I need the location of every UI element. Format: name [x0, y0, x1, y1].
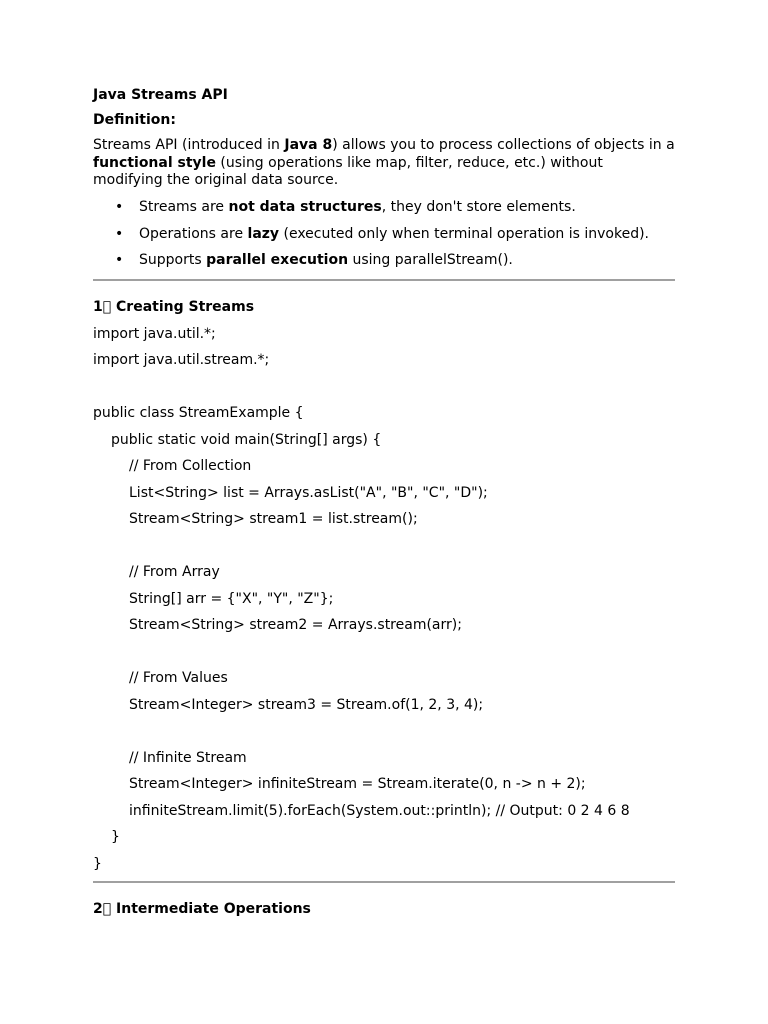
code-line: Stream<String> stream1 = list.stream(); — [129, 511, 418, 527]
code-blank-line — [93, 722, 675, 749]
intro-text-3: (using operations like map, filter, reduce, etc.) without modifying the original data source. — [93, 154, 603, 188]
bullet-item — [93, 251, 675, 269]
intro-bold-functional-style: functional style — [93, 154, 216, 171]
code-line: import java.util.*; — [93, 325, 216, 342]
feature-bullet-list — [93, 198, 675, 269]
code-line: } — [93, 855, 102, 872]
definition-label: Definition: — [93, 112, 176, 128]
bullet-text: Supports — [139, 252, 207, 268]
code-line: Stream<Integer> infiniteStream = Stream.iterate(0, n -> n + 2); — [129, 776, 586, 792]
intro-text-1: Streams API (introduced in — [93, 137, 285, 153]
code-line: } — [111, 829, 120, 845]
intro-bold-java8: Java 8 — [284, 137, 333, 153]
code-comment-line: // From Values — [129, 670, 228, 686]
bullet-bold: lazy — [247, 225, 280, 242]
code-block — [93, 325, 675, 882]
code-blank-line — [93, 537, 675, 564]
code-line: String[] arr = {"X", "Y", "Z"}; — [129, 590, 334, 607]
bullet-dot-icon: • — [115, 225, 124, 242]
bullet-text: , they don't store elements. — [381, 199, 576, 215]
intro-text-2: ) allows you to process collections of objects in a — [332, 137, 675, 153]
bullet-dot-icon: • — [115, 199, 124, 215]
section-heading-intermediate-operations: 2⃣ Intermediate Operations — [93, 901, 311, 917]
code-line: import java.util.stream.*; — [93, 352, 270, 368]
code-blank-line — [93, 643, 675, 670]
bullet-text: using parallelStream(). — [348, 252, 513, 268]
code-line: Stream<Integer> stream3 = Stream.of(1, 2, 3, 4); — [129, 696, 484, 713]
code-line: Stream<String> stream2 = Arrays.stream(arr); — [129, 617, 462, 633]
code-comment-line: // From Collection — [129, 458, 252, 474]
bullet-bold: not data structures — [228, 199, 382, 215]
bullet-item — [93, 225, 675, 243]
bullet-text: Operations are — [139, 225, 248, 242]
code-line: List<String> list = Arrays.asList("A", "B", "C", "D"); — [129, 484, 488, 501]
intro-paragraph — [93, 137, 675, 190]
bullet-text: (executed only when terminal operation is invoked). — [279, 225, 649, 242]
code-line: public static void main(String[] args) { — [111, 431, 382, 448]
bullet-dot-icon: • — [115, 252, 124, 268]
document-page — [93, 86, 675, 918]
document-title: Java Streams API — [93, 87, 228, 103]
bullet-text: Streams are — [139, 199, 229, 215]
bullet-item — [93, 198, 675, 216]
code-comment-line: // From Array — [129, 564, 220, 580]
code-blank-line — [93, 378, 675, 405]
code-line: public class StreamExample { — [93, 405, 304, 421]
section-divider — [93, 279, 675, 281]
section-heading-creating-streams: 1⃣ Creating Streams — [93, 299, 255, 315]
code-line: infiniteStream.limit(5).forEach(System.out::println); // Output: 0 2 4 6 8 — [129, 802, 630, 819]
section-divider — [93, 881, 675, 883]
bullet-bold: parallel execution — [206, 252, 349, 268]
code-comment-line: // Infinite Stream — [129, 749, 247, 766]
